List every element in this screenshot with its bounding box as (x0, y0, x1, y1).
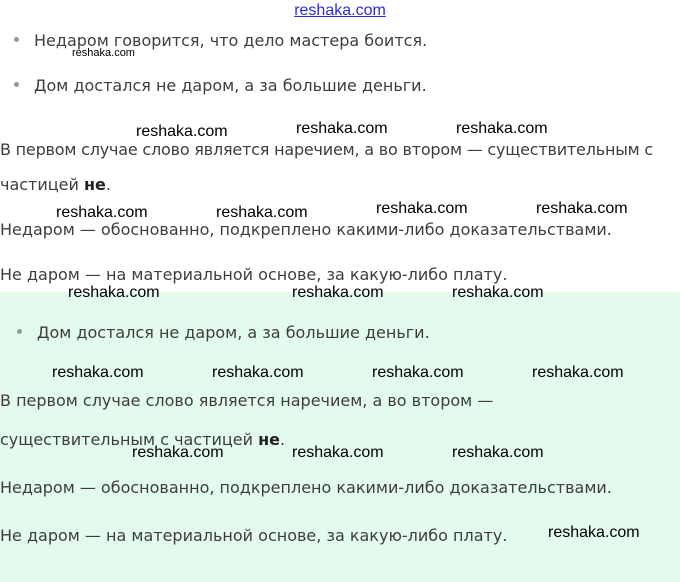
text: частицей (0, 175, 84, 194)
paragraph-explanation-line2 (0, 175, 111, 194)
list-item-text: Дом достался не даром, а за большие деньги. (37, 323, 430, 342)
bullet-icon (14, 82, 19, 87)
bold-particle: не (84, 175, 106, 194)
paragraph-definition-1: Недаром — обоснованно, подкреплено какими-либо доказательствами. (0, 220, 612, 239)
text: . (279, 430, 286, 449)
paragraph-definition-2: Не даром — на материальной основе, за какую-либо плату. (0, 526, 508, 545)
watermark: reshaka.com (548, 524, 640, 541)
watermark: reshaka.com (456, 120, 548, 137)
watermark: reshaka.com (72, 47, 135, 59)
watermark: reshaka.com (292, 444, 384, 461)
text: существительным с частицей (0, 430, 259, 449)
watermark: reshaka.com (216, 204, 308, 221)
watermark: reshaka.com (56, 204, 148, 221)
bold-particle: не (258, 430, 280, 449)
paragraph-definition-1: Недаром — обоснованно, подкреплено какими-либо доказательствами. (0, 478, 612, 497)
watermark: reshaka.com (52, 364, 144, 381)
watermark: reshaka.com (296, 120, 388, 137)
watermark: reshaka.com (136, 123, 228, 140)
list-item (17, 323, 430, 342)
list-item-text: Дом достался не даром, а за большие деньги. (34, 76, 427, 95)
paragraph-definition-2: Не даром — на материальной основе, за какую-либо плату. (0, 265, 508, 284)
list-item (14, 76, 427, 95)
bullet-icon (17, 329, 22, 334)
watermark: reshaka.com (212, 364, 304, 381)
watermark: reshaka.com (452, 284, 544, 301)
watermark: reshaka.com (292, 284, 384, 301)
watermark: reshaka.com (536, 200, 628, 217)
watermark: reshaka.com (452, 444, 544, 461)
bullet-icon (14, 37, 19, 42)
watermark: reshaka.com (68, 284, 160, 301)
paragraph-explanation-line1: В первом случае слово является наречием, а во втором — (0, 391, 494, 410)
text: . (105, 175, 111, 194)
watermark: reshaka.com (532, 364, 624, 381)
list-item-text: Недаром говорится, что дело мастера боится. (34, 31, 428, 50)
watermark: reshaka.com (372, 364, 464, 381)
paragraph-explanation-line1: В первом случае слово является наречием, а во втором — существительным с (0, 140, 653, 159)
top-watermark-link[interactable]: reshaka.com (294, 2, 386, 19)
watermark: reshaka.com (132, 444, 224, 461)
watermark: reshaka.com (376, 200, 468, 217)
